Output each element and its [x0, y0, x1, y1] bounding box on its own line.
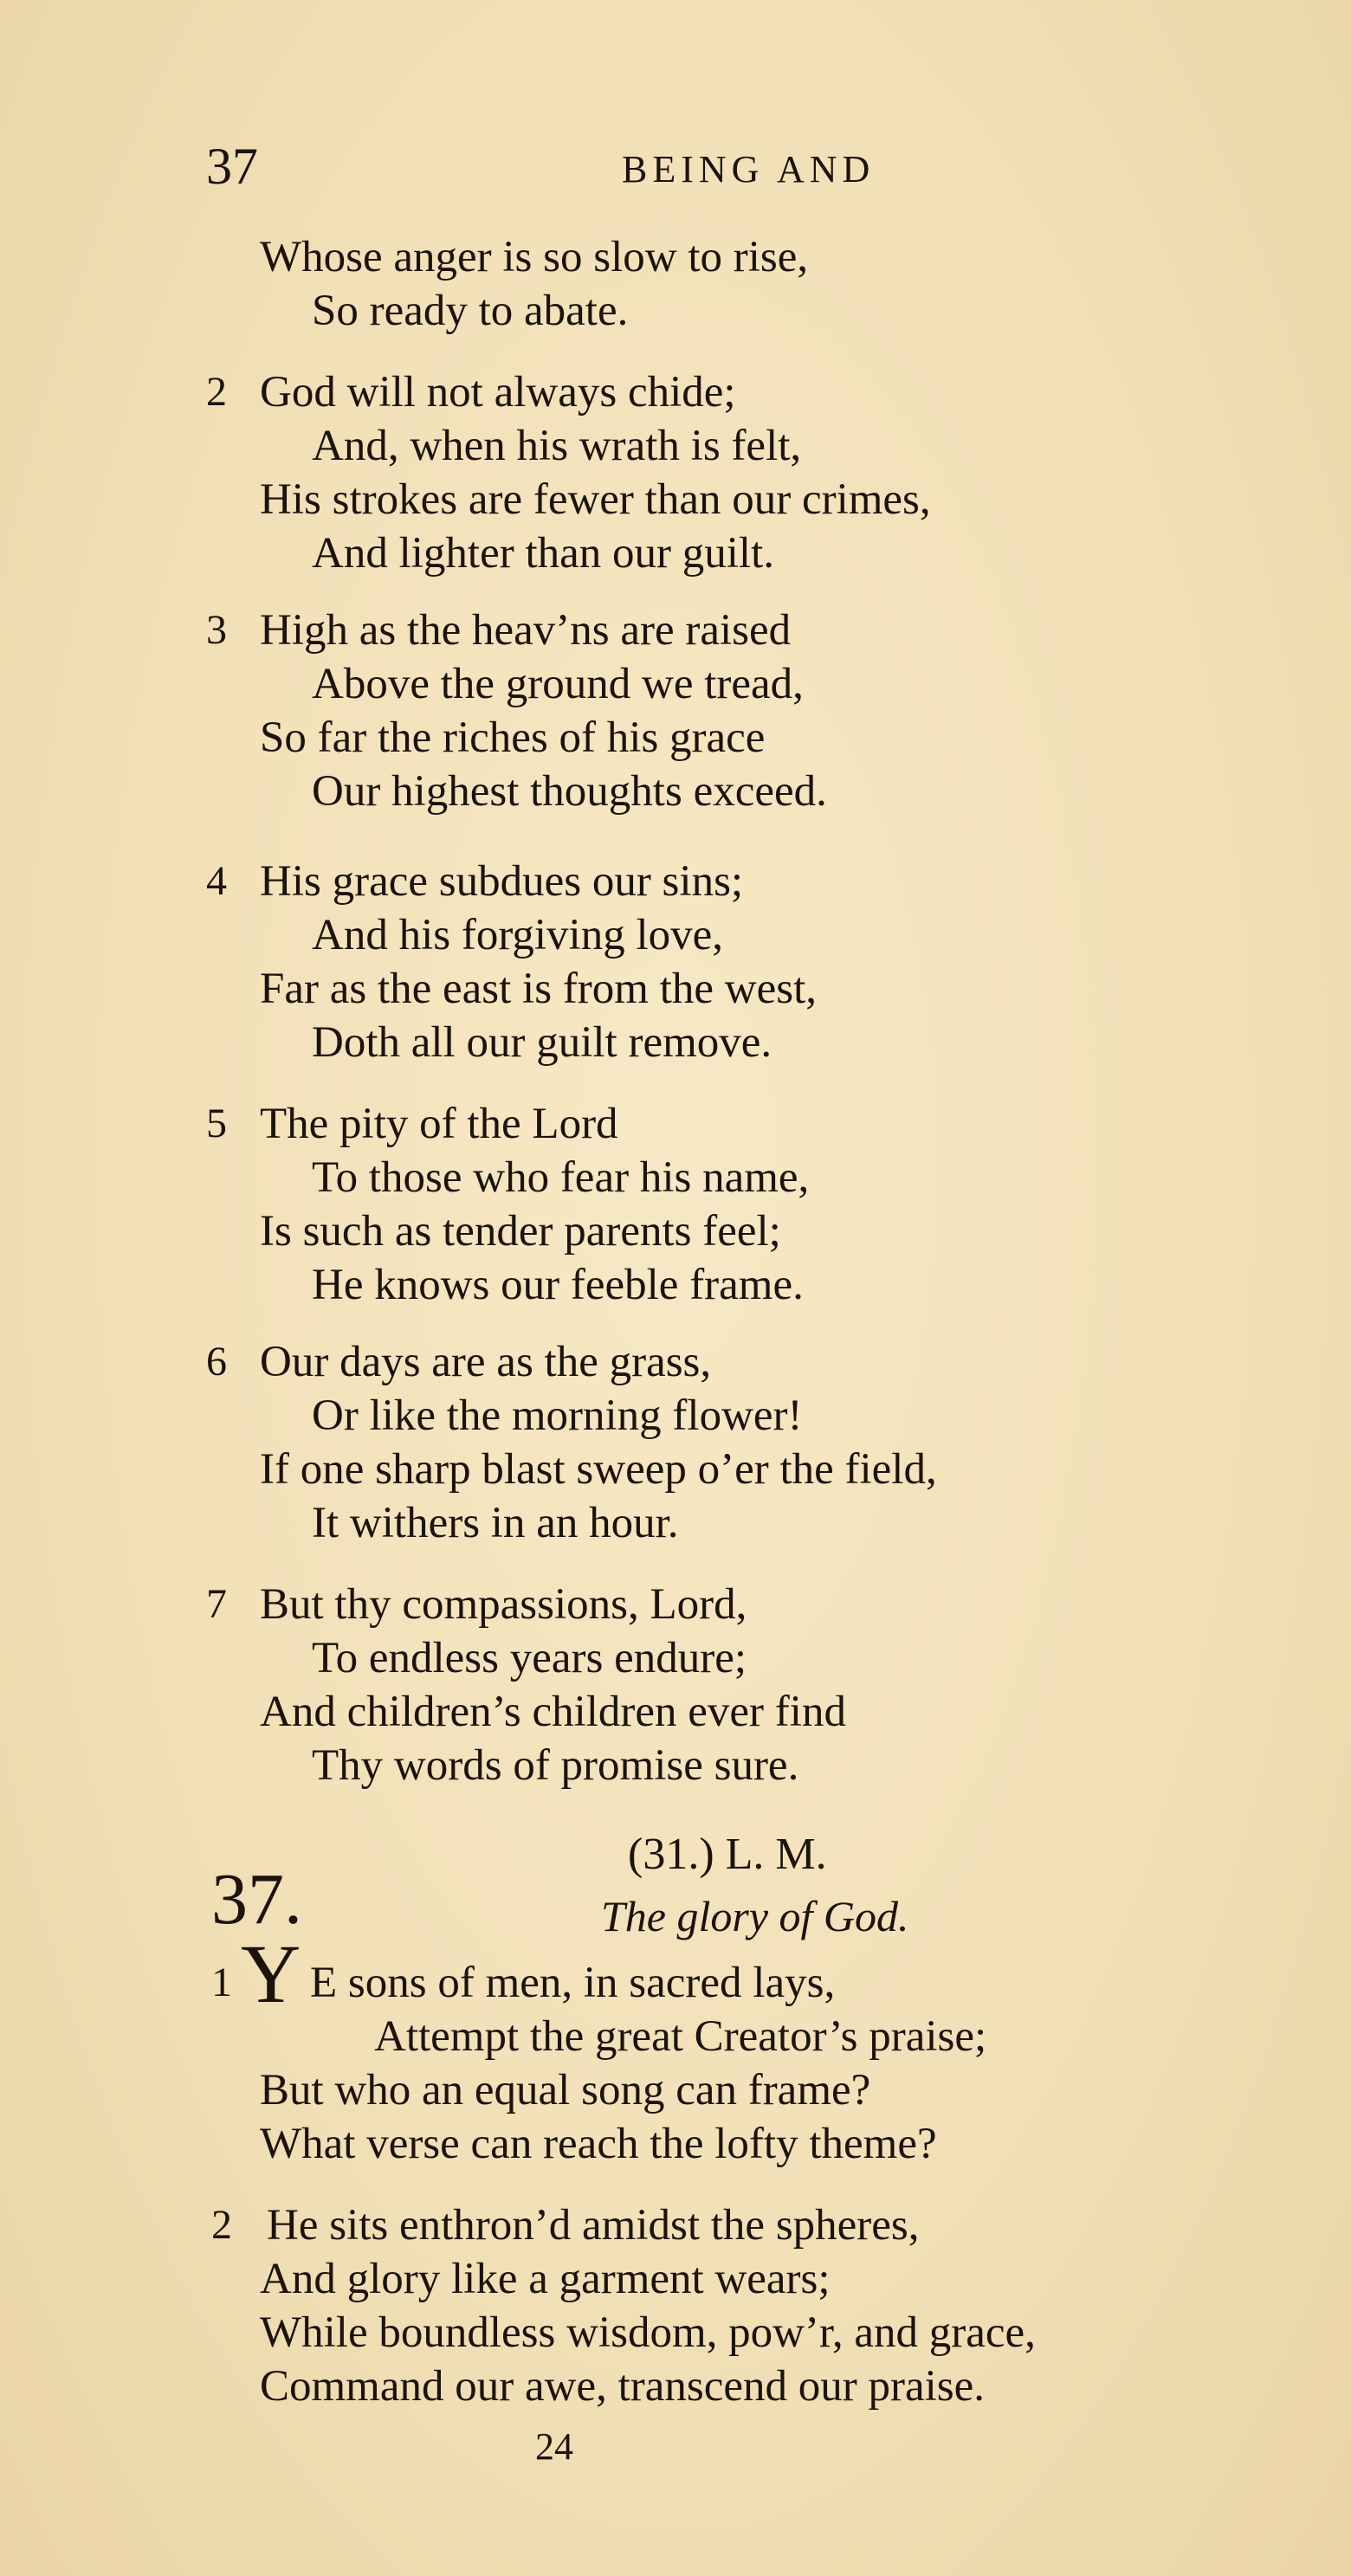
drop-cap: Y	[241, 1927, 301, 2020]
verse-line: What verse can reach the lofty theme?	[260, 2120, 937, 2168]
verse-line: The pity of the Lord	[260, 1100, 618, 1148]
verse-line: So ready to abate.	[312, 287, 629, 335]
verse-line: While boundless wisdom, pow’r, and grace,	[260, 2308, 1036, 2357]
verse-line: It withers in an hour.	[312, 1499, 679, 1547]
verse-line: Doth all our guilt remove.	[312, 1018, 772, 1067]
verse-number: 2	[206, 369, 227, 415]
verse-line: His strokes are fewer than our crimes,	[260, 475, 931, 524]
verse-line: And lighter than our guilt.	[312, 529, 775, 578]
verse-line: High as the heav’ns are raised	[260, 606, 792, 655]
verse-line: To endless years endure;	[312, 1634, 747, 1682]
verse-number: 7	[206, 1581, 227, 1627]
hymn-number: 37.	[211, 1859, 302, 1940]
verse-line: E sons of men, in sacred lays,	[310, 1959, 836, 2007]
verse-line: And glory like a garment wears;	[260, 2255, 831, 2303]
verse-line: So far the riches of his grace	[260, 713, 766, 762]
page-number: 37	[206, 138, 258, 195]
verse-line: He sits enthron’d amidst the spheres,	[267, 2201, 920, 2250]
verse-line: To those who fear his name,	[312, 1153, 810, 1202]
verse-number: 6	[206, 1339, 227, 1385]
running-title: BEING AND	[622, 148, 876, 190]
verse-line: Thy words of promise sure.	[312, 1741, 799, 1790]
verse-line: Above the ground we tread,	[312, 660, 804, 708]
verse-line: Or like the morning flower!	[312, 1391, 803, 1440]
verse-number: 1	[211, 1959, 232, 2005]
verse-line: Command our awe, transcend our praise.	[260, 2362, 985, 2411]
verse-line: But thy compassions, Lord,	[260, 1580, 747, 1629]
verse-line: Attempt the great Creator’s praise;	[374, 2012, 987, 2061]
verse-number: 4	[206, 858, 227, 904]
verse-line: And children’s children ever find	[260, 1688, 846, 1736]
verse-line: His grace subdues our sins;	[260, 857, 744, 906]
verse-line: If one sharp blast sweep o’er the field,	[260, 1445, 937, 1494]
verse-line: Our days are as the grass,	[260, 1338, 712, 1386]
verse-line: Far as the east is from the west,	[260, 965, 818, 1013]
verse-line: And his forgiving love,	[312, 911, 724, 959]
verse-number: 3	[206, 607, 227, 653]
verse-line: Our highest thoughts exceed.	[312, 767, 827, 816]
hymn-meter: (31.) L. M.	[628, 1830, 827, 1879]
verse-line: And, when his wrath is felt,	[312, 422, 802, 470]
verse-line: But who an equal song can frame?	[260, 2066, 871, 2114]
verse-line: He knows our feeble frame.	[312, 1261, 804, 1309]
hymn-subtitle: The glory of God.	[601, 1892, 909, 1940]
verse-number: 5	[206, 1101, 227, 1146]
verse-line: Is such as tender parents feel;	[260, 1207, 781, 1256]
verse-line: God will not always chide;	[260, 368, 736, 416]
verse-line: Whose anger is so slow to rise,	[260, 233, 809, 281]
signature-mark: 24	[535, 2425, 573, 2468]
verse-number: 2	[211, 2202, 232, 2248]
